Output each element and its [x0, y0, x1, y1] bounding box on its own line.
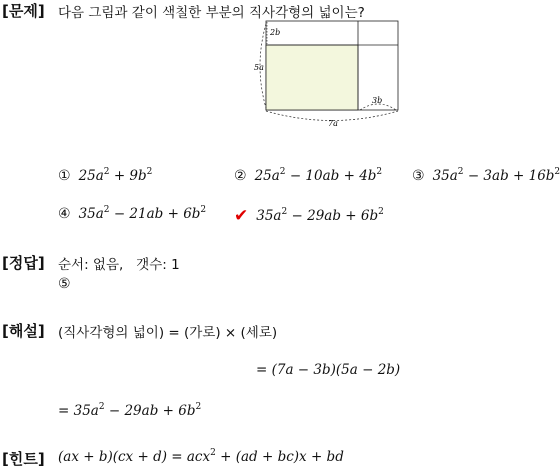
check-mark-icon: ✔: [234, 206, 249, 226]
explanation-line-2: = (7a − 3b)(5a − 2b): [256, 362, 401, 378]
option-3[interactable]: ③ $35a^2 - 3ab + 16b^2$: [412, 167, 560, 184]
shaded-rectangle: [266, 45, 358, 110]
answer-value: ⑤: [58, 276, 71, 292]
option-4[interactable]: ④ $35a^2 - 21ab + 6b^2$: [58, 205, 207, 222]
rectangle-figure: [250, 18, 410, 130]
label-5a: 5a: [254, 63, 264, 72]
answer-label: [정답]: [2, 254, 45, 272]
label-7a: 7a: [328, 119, 338, 128]
option-5[interactable]: ✔ $35a^2 - 29ab + 6b^2$: [234, 206, 384, 226]
option-2[interactable]: ② $25a^2 - 10ab + 4b^2$: [234, 167, 383, 184]
label-3b: 3b: [372, 96, 383, 105]
option-1[interactable]: ① $25a^2 + 9b^2$: [58, 167, 153, 184]
question-text: 다음 그림과 같이 색칠한 부분의 직사각형의 넓이는?: [58, 5, 365, 21]
explanation-line-1: (직사각형의 넓이) = (가로) × (세로): [58, 325, 278, 341]
explanation-label: [해설]: [2, 322, 45, 340]
answer-meta: 순서: 없음, 갯수: 1: [58, 257, 180, 273]
hint-label: [힌트]: [2, 450, 45, 468]
question-label: [문제]: [2, 2, 45, 20]
hint-formula: (ax + b)(cx + d) = acx$^2$ + (ad + bc)x + bd: [58, 448, 344, 465]
explanation-line-3: = $35a^2 - 29ab + 6b^2$: [58, 402, 202, 419]
label-2b: 2b: [270, 28, 281, 37]
